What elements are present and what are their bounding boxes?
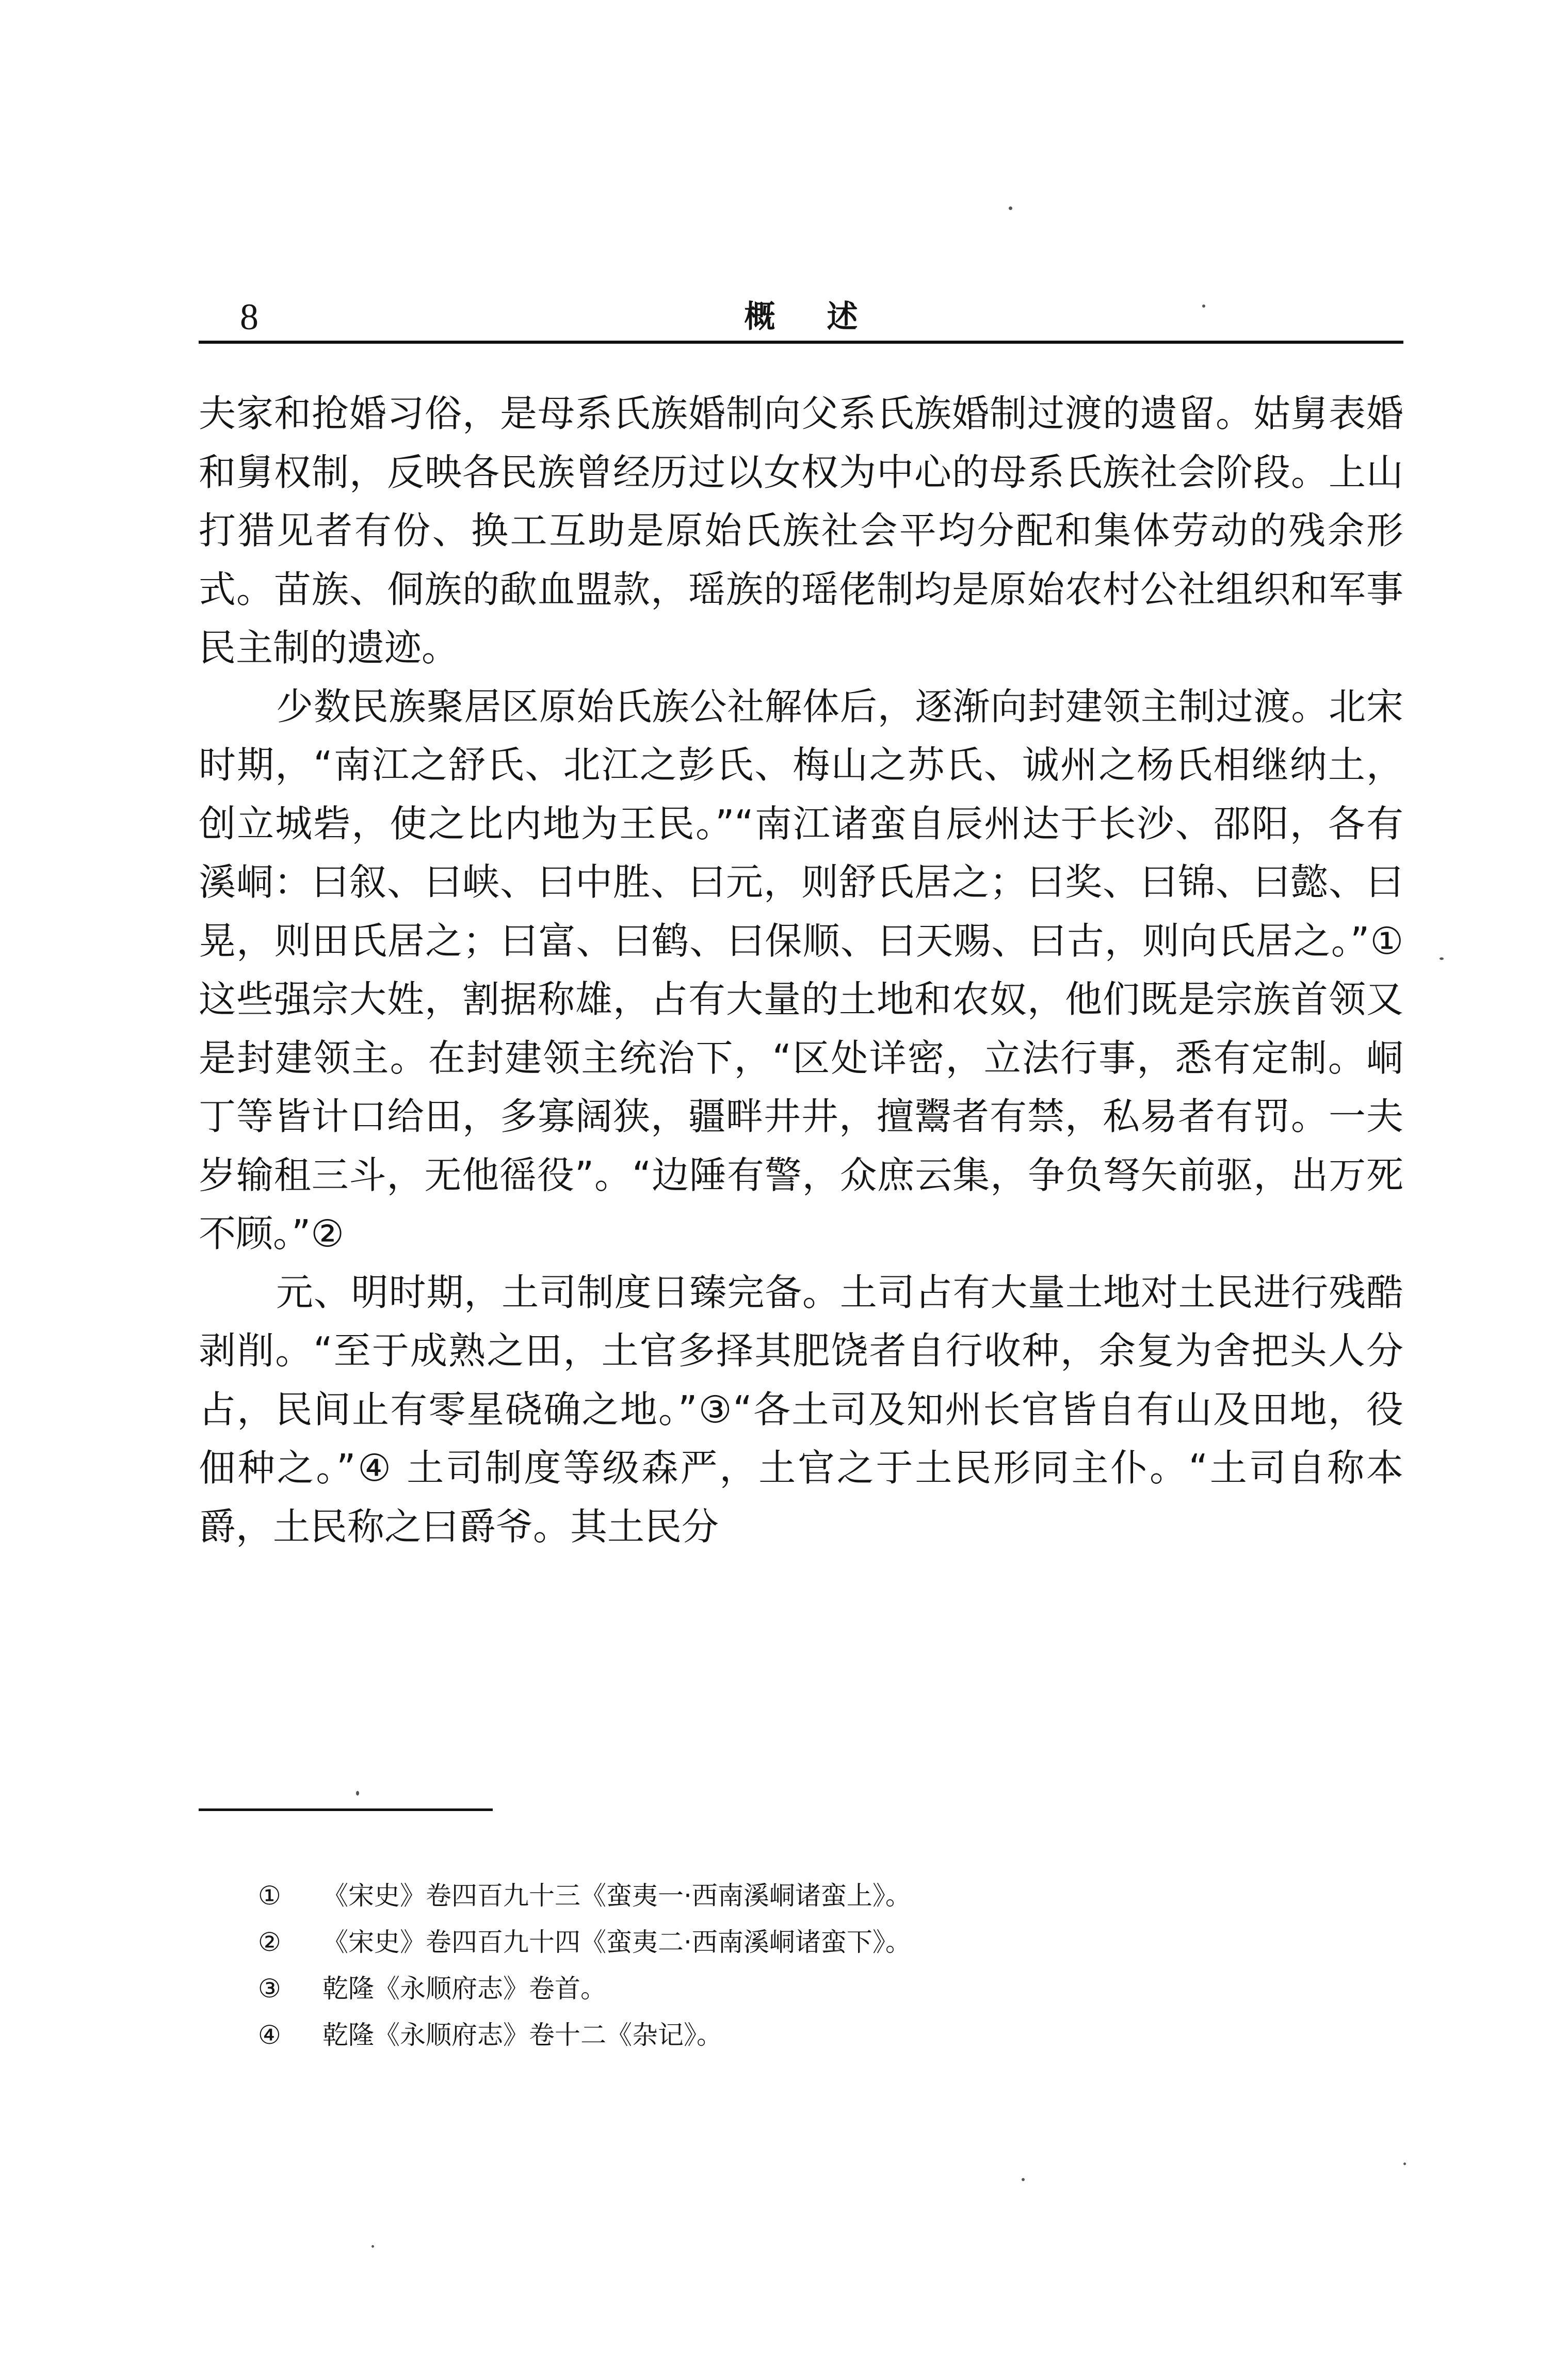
scan-speck [1022,2178,1025,2181]
scan-speck [1009,206,1012,210]
footnote-rule [199,1808,493,1811]
footnote-text: 乾隆《永顺府志》卷首。 [322,1974,606,2004]
scan-speck [1202,305,1205,308]
footnote-text: 《宋史》卷四百九十三《蛮夷一·西南溪峒诸蛮上》。 [322,1881,911,1911]
footnote-text: 《宋史》卷四百九十四《蛮夷二·西南溪峒诸蛮下》。 [322,1927,911,1957]
footnote-marker: ③ [258,1974,281,2004]
footnote-marker: ① [258,1881,281,1911]
paragraph-1: 夫家和抢婚习俗，是母系氏族婚制向父系氏族婚制过渡的遗留。姑舅表婚和舅权制，反映各民族曾经历过以女权为中心的母系氏族社会阶段。上山打猎见者有份、换工互助是原始氏族社会平均分配和集体劳动的残余形式。苗族、侗族的歃血盟款，瑶族的瑶佬制均是原始农村公社组织和军事民主制的遗迹。 [199,392,1403,669]
paragraph-2: 少数民族聚居区原始氏族公社解体后，逐渐向封建领主制过渡。北宋时期，“南江之舒氏、北江之彭氏、梅山之苏氏、诚州之杨氏相继纳土，创立城砦，使之比内地为王民。”“南江诸蛮自辰州达于长沙、邵阳，各有溪峒：曰叙、曰峡、曰中胜、曰元，则舒氏居之；曰奖、曰锦、曰懿、曰晃，则田氏居之；曰富、曰鹤、曰保顺、曰天赐、曰古，则向氏居之。”① 这些强宗大姓，割据称雄，占有大量的土地和农奴，他们既是宗族首领又是封建领主。在封建领主统治下，“区处详密，立法行事，悉有定制。峒丁等皆计口给田，多寡阔狭，疆畔井井，擅鬻者有禁，私易者有罚。一夫岁输租三斗，无他徭役”。“边陲有警，众庶云集，争负弩矢前驱，出万死不顾。”② [199,684,1403,1255]
footnote-1 [258,1872,1341,1919]
footnote-2 [258,1919,1341,1965]
page-header [199,289,1403,346]
footnote-4 [258,2012,1341,2058]
footnote-marker: ④ [258,2020,281,2050]
paragraph-3: 元、明时期，土司制度日臻完备。土司占有大量土地对土民进行残酷剥削。“至于成熟之田，土官多择其肥饶者自行收种，余复为舍把头人分占，民间止有零星硗确之地。”③“各土司及知州长官皆自有山及田地，役佃种之。”④ 土司制度等级森严，土官之于土民形同主仆。“土司自称本爵，土民称之曰爵爷。其土民分 [199,1270,1403,1548]
page-number: 8 [240,296,258,338]
scan-speck [1403,2163,1406,2165]
scan-speck [356,1791,359,1796]
footnotes [258,1872,1341,2058]
body-text [199,385,1403,1556]
footnote-marker: ② [258,1927,281,1957]
footnote-3 [258,1965,1341,2012]
header-rule [199,341,1403,344]
running-head: 概述 [744,299,910,335]
footnote-text: 乾隆《永顺府志》卷十二《杂记》。 [322,2020,722,2050]
scan-speck [371,2245,374,2248]
scan-speck [1440,957,1444,960]
